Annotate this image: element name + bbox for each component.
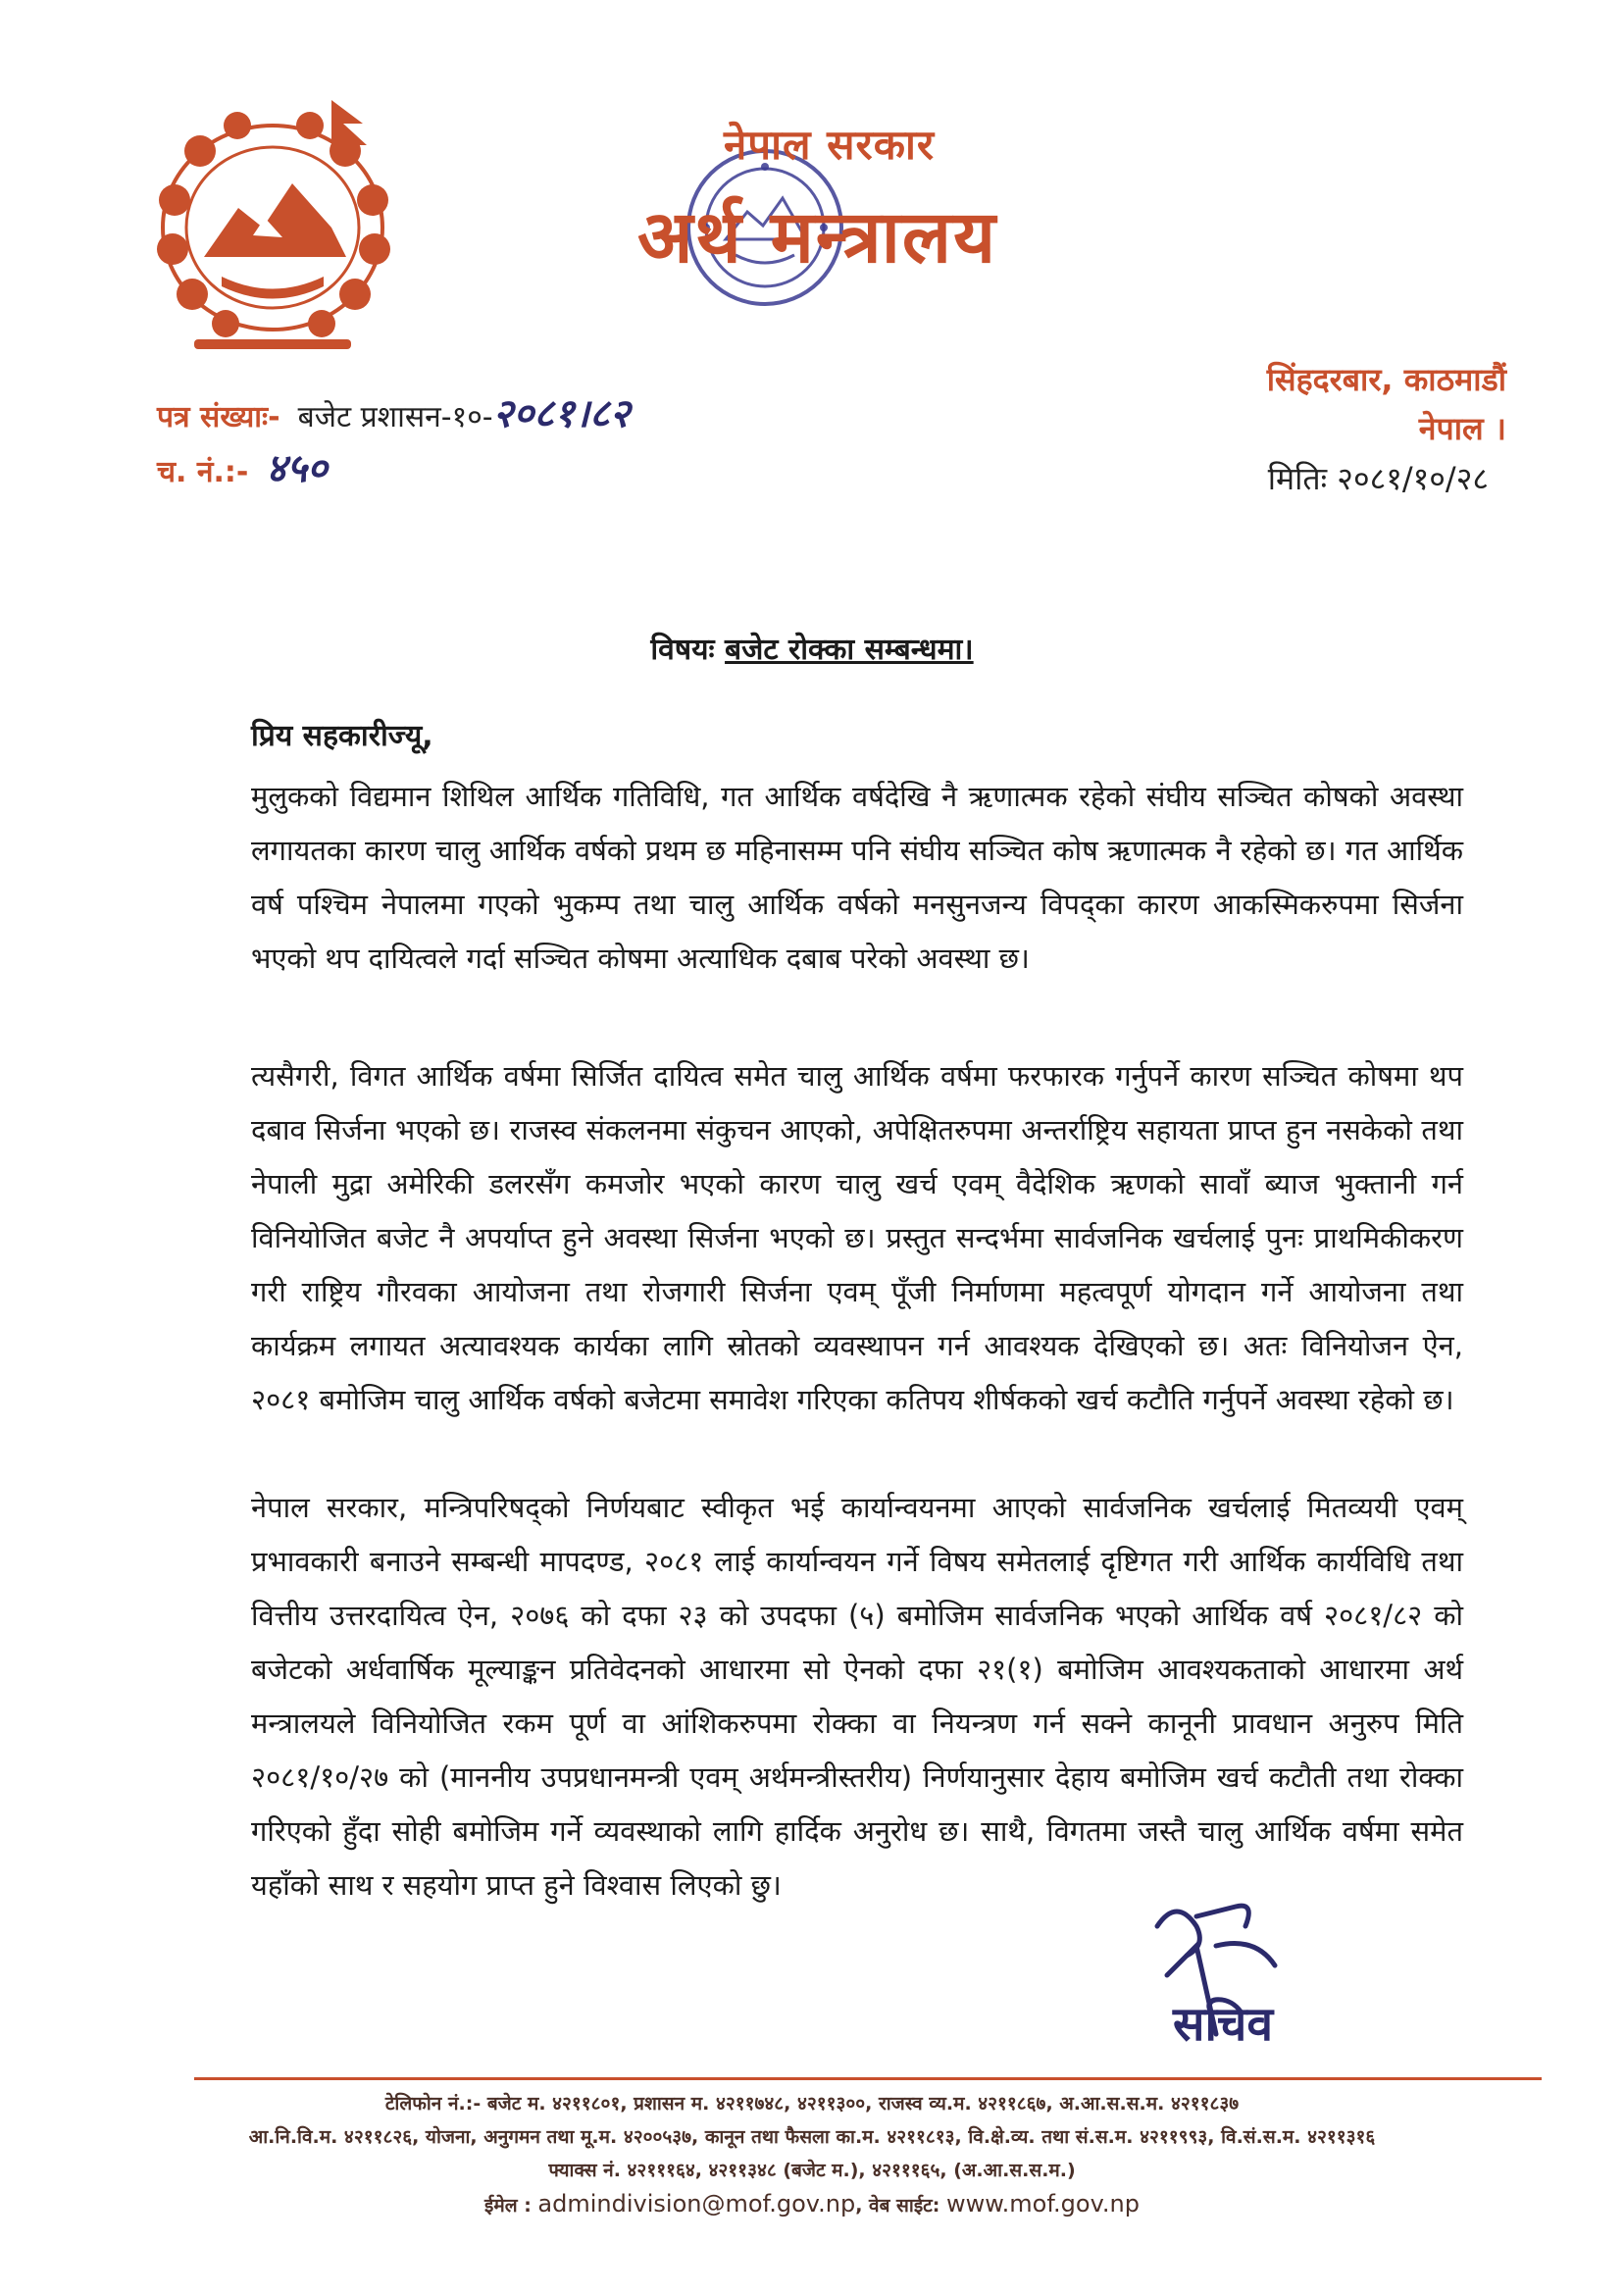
government-name: नेपाल सरकार [724, 121, 936, 169]
footer-fax-line: फ्याक्स नं. ४२१११६४, ४२११३४८ (बजेट म.), ४२१११६५, (अ.आ.स.स.म.) [548, 2160, 1076, 2181]
subject-text: बजेट रोक्का सम्बन्धमा। [725, 633, 974, 667]
email-label: ईमेल : [484, 2195, 532, 2217]
subject-line [0, 628, 1624, 668]
email-link[interactable]: admindivision@mof.gov.np [537, 2190, 856, 2218]
address-line-2: नेपाल । [1418, 410, 1506, 447]
dispatch-number-label: च. नं.:- [157, 455, 249, 489]
body-paragraph: नेपाल सरकार, मन्त्रिपरिषद्को निर्णयबाट स्वीकृत भई कार्यान्वयनमा आएको सार्वजनिक खर्चलाई मितव्ययी एवम् प्रभावकारी बनाउने सम्बन्धी मापदण्ड, २०८१ लाई कार्यान्वयन गर्ने विषय समेतलाई दृष्टिगत गरी आर्थिक कार्यविधि तथा वित्तीय उत्तरदायित्व ऐन, २०७६ को दफा २३ को उपदफा (५) बमोजिम सार्वजनिक भएको आर्थिक वर्ष २०८१/८२ को बजेटको अर्धवार्षिक मूल्याङ्कन प्रतिवेदनको आधारमा सो ऐनको दफा २१(१) बमोजिम आवश्यकताको आधारमा अर्थ मन्त्रालयले विनियोजित रकम पूर्ण वा आंशिकरुपमा रोक्का वा नियन्त्रण गर्न सक्ने कानूनी प्रावधान अनुरुप मिति २०८१/१०/२७ को (माननीय उपप्रधानमन्त्री एवम् अर्थमन्त्रीस्तरीय) निर्णयानुसार देहाय बमोजिम खर्च कटौती तथा रोक्का गरिएको हुँदा सोही बमोजिम गर्ने व्यवस्थाको लागि हार्दिक अनुरोध छ। साथै, विगतमा जस्तै चालु आर्थिक वर्षमा समेत यहाँको साथ र सहयोग प्राप्त हुने विश्वास लिएको छु। [251, 1491, 1463, 1902]
footer-divider [194, 2077, 1542, 2080]
office-address [1267, 355, 1506, 453]
footer-phone-line-2: आ.नि.वि.म. ४२११८२६, योजना, अनुगमन तथा मू.म. ४२००५३७, कानून तथा फैसला का.म. ४२११८१३, वि.क्षे.व्य. तथा सं.स.म. ४२११९९३, वि.सं.स.म. ४२११३१६ [248, 2126, 1376, 2148]
footer-phone-line-1: टेलिफोन नं.:- बजेट म. ४२११८०१, प्रशासन म. ४२११७४८, ४२११३००, राजस्व व्य.म. ४२११८६७, अ.आ.स.स.म. ४२११८३७ [384, 2093, 1240, 2115]
footer-contact-line [0, 2187, 1624, 2222]
letter-footer [0, 2087, 1624, 2222]
body-paragraph: मुलुकको विद्यमान शिथिल आर्थिक गतिविधि, गत आर्थिक वर्षदेखि नै ऋणात्मक रहेको संघीय सञ्चित कोषको अवस्था लगायतका कारण चालु आर्थिक वर्षको प्रथम छ महिनासम्म पनि संघीय सञ्चित कोष ऋणात्मक नै रहेको छ। गत आर्थिक वर्ष पश्चिम नेपालमा गएको भुकम्प तथा चालु आर्थिक वर्षको मनसुनजन्य विपद्का कारण आकस्मिकरुपमा सिर्जना भएको थप दायित्वले गर्दा सञ्चित कोषमा अत्याधिक दबाब परेको अवस्था छ। [251, 780, 1463, 975]
nepal-emblem-icon [135, 90, 420, 355]
ministry-name: अर्थ मन्त्रालय [637, 195, 997, 280]
address-line-1: सिंहदरबार, काठमाडौं [1266, 361, 1506, 398]
dispatch-number-row [157, 439, 328, 493]
salutation: प्रिय सहकारीज्यू, [251, 719, 433, 753]
letter-date: मितिः २०८१/१०/२८ [1267, 460, 1489, 497]
signatory-title: सचिव [1173, 1997, 1274, 2052]
website-link[interactable]: www.mof.gov.np [945, 2190, 1140, 2218]
letter-number-value: बजेट प्रशासन-१०- [297, 400, 493, 434]
dispatch-number-handwritten: ४५० [266, 445, 328, 491]
letter-number-row [157, 384, 631, 438]
letter-number-label: पत्र संख्याः- [157, 400, 280, 434]
letter-number-handwritten: २०८१।८२ [492, 390, 631, 436]
website-label: , वेब साईट: [855, 2195, 940, 2217]
subject-label: विषयः [650, 633, 715, 667]
body-paragraph: त्यसैगरी, विगत आर्थिक वर्षमा सिर्जित दायित्व समेत चालु आर्थिक वर्षमा फरफारक गर्नुपर्ने कारण सञ्चित कोषमा थप दबाव सिर्जना भएको छ। राजस्व संकलनमा संकुचन आएको, अपेक्षितरुपमा अन्तर्राष्ट्रिय सहायता प्राप्त हुन नसकेको तथा नेपाली मुद्रा अमेरिकी डलरसँग कमजोर भएको कारण चालु खर्च एवम् वैदेशिक ऋणको सावाँ ब्याज भुक्तानी गर्न विनियोजित बजेट नै अपर्याप्त हुने अवस्था सिर्जना भएको छ। प्रस्तुत सन्दर्भमा सार्वजनिक खर्चलाई पुनः प्राथमिकीकरण गरी राष्ट्रिय गौरवका आयोजना तथा रोजगारी सिर्जना एवम् पूँजी निर्माणमा महत्वपूर्ण योगदान गर्ने आयोजना तथा कार्यक्रम लगायत अत्यावश्यक कार्यका लागि स्रोतको व्यवस्थापन गर्न आवश्यक देखिएको छ। अतः विनियोजन ऐन, २०८१ बमोजिम चालु आर्थिक वर्षको बजेटमा समावेश गरिएका कतिपय शीर्षकको खर्च कटौति गर्नुपर्ने अवस्था रहेको छ। [251, 1059, 1463, 1416]
